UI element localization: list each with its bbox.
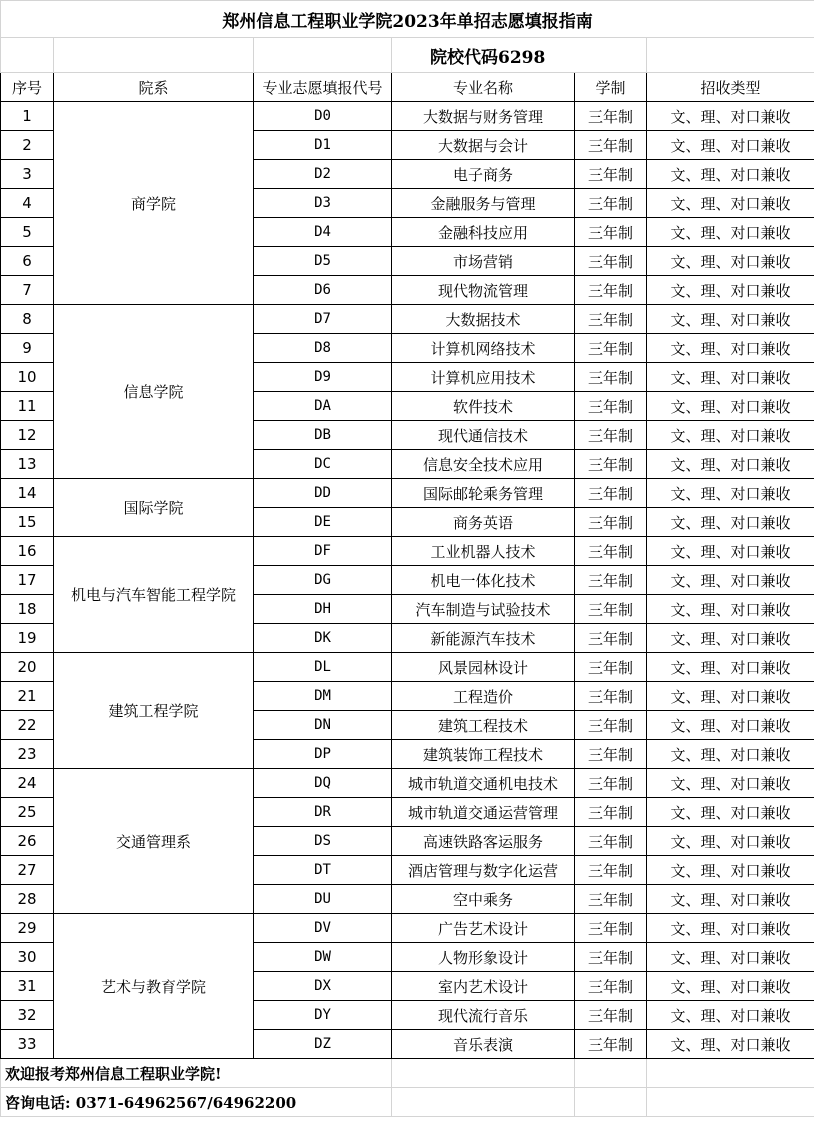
row-index: 32 xyxy=(1,1001,54,1030)
major-code: DZ xyxy=(254,1030,392,1059)
major-name: 城市轨道交通机电技术 xyxy=(392,769,575,798)
major-code: DH xyxy=(254,595,392,624)
row-index: 19 xyxy=(1,624,54,653)
program-duration: 三年制 xyxy=(575,914,647,943)
major-name: 电子商务 xyxy=(392,160,575,189)
row-index: 8 xyxy=(1,305,54,334)
row-index: 14 xyxy=(1,479,54,508)
major-name: 大数据与会计 xyxy=(392,131,575,160)
major-code: DK xyxy=(254,624,392,653)
major-name: 风景园林设计 xyxy=(392,653,575,682)
major-name: 广告艺术设计 xyxy=(392,914,575,943)
program-duration: 三年制 xyxy=(575,247,647,276)
admission-type: 文、理、对口兼收 xyxy=(647,740,814,769)
admission-type: 文、理、对口兼收 xyxy=(647,856,814,885)
major-name: 市场营销 xyxy=(392,247,575,276)
major-name: 商务英语 xyxy=(392,508,575,537)
admission-type: 文、理、对口兼收 xyxy=(647,218,814,247)
major-code: DQ xyxy=(254,769,392,798)
major-code: D6 xyxy=(254,276,392,305)
admission-type: 文、理、对口兼收 xyxy=(647,595,814,624)
row-index: 7 xyxy=(1,276,54,305)
admission-type: 文、理、对口兼收 xyxy=(647,624,814,653)
table-row xyxy=(1,479,814,508)
row-index: 6 xyxy=(1,247,54,276)
row-index: 20 xyxy=(1,653,54,682)
major-code: DW xyxy=(254,943,392,972)
admission-type: 文、理、对口兼收 xyxy=(647,508,814,537)
program-duration: 三年制 xyxy=(575,653,647,682)
header-index: 序号 xyxy=(1,73,54,102)
major-code: D4 xyxy=(254,218,392,247)
row-index: 3 xyxy=(1,160,54,189)
footer-row xyxy=(1,1088,814,1117)
department-name: 艺术与教育学院 xyxy=(54,914,254,1059)
row-index: 1 xyxy=(1,102,54,131)
program-duration: 三年制 xyxy=(575,305,647,334)
admission-type: 文、理、对口兼收 xyxy=(647,972,814,1001)
title-row xyxy=(1,1,814,38)
major-name: 金融科技应用 xyxy=(392,218,575,247)
row-index: 12 xyxy=(1,421,54,450)
major-name: 金融服务与管理 xyxy=(392,189,575,218)
admission-type: 文、理、对口兼收 xyxy=(647,769,814,798)
program-duration: 三年制 xyxy=(575,827,647,856)
table-row xyxy=(1,102,814,131)
admission-type: 文、理、对口兼收 xyxy=(647,392,814,421)
program-duration: 三年制 xyxy=(575,624,647,653)
major-code: DR xyxy=(254,798,392,827)
major-name: 音乐表演 xyxy=(392,1030,575,1059)
admission-type: 文、理、对口兼收 xyxy=(647,885,814,914)
admission-type: 文、理、对口兼收 xyxy=(647,943,814,972)
major-code: DG xyxy=(254,566,392,595)
header-major-name: 专业名称 xyxy=(392,73,575,102)
row-index: 10 xyxy=(1,363,54,392)
school-code: 院校代码6298 xyxy=(392,38,647,73)
major-code: D9 xyxy=(254,363,392,392)
major-name: 工业机器人技术 xyxy=(392,537,575,566)
header-admission-type: 招收类型 xyxy=(647,73,814,102)
admission-type: 文、理、对口兼收 xyxy=(647,914,814,943)
admission-type: 文、理、对口兼收 xyxy=(647,334,814,363)
major-name: 大数据与财务管理 xyxy=(392,102,575,131)
major-code: D5 xyxy=(254,247,392,276)
admission-type: 文、理、对口兼收 xyxy=(647,682,814,711)
program-duration: 三年制 xyxy=(575,595,647,624)
major-name: 机电一体化技术 xyxy=(392,566,575,595)
admission-type: 文、理、对口兼收 xyxy=(647,276,814,305)
department-name: 建筑工程学院 xyxy=(54,653,254,769)
table-row xyxy=(1,653,814,682)
program-duration: 三年制 xyxy=(575,421,647,450)
row-index: 15 xyxy=(1,508,54,537)
row-index: 21 xyxy=(1,682,54,711)
major-code: DV xyxy=(254,914,392,943)
program-duration: 三年制 xyxy=(575,392,647,421)
program-duration: 三年制 xyxy=(575,885,647,914)
header-department: 院系 xyxy=(54,73,254,102)
row-index: 18 xyxy=(1,595,54,624)
program-duration: 三年制 xyxy=(575,1030,647,1059)
department-name: 商学院 xyxy=(54,102,254,305)
major-name: 计算机网络技术 xyxy=(392,334,575,363)
major-name: 软件技术 xyxy=(392,392,575,421)
major-code: DB xyxy=(254,421,392,450)
header-major-code: 专业志愿填报代号 xyxy=(254,73,392,102)
admission-type: 文、理、对口兼收 xyxy=(647,566,814,595)
program-duration: 三年制 xyxy=(575,131,647,160)
row-index: 11 xyxy=(1,392,54,421)
admission-type: 文、理、对口兼收 xyxy=(647,798,814,827)
department-name: 交通管理系 xyxy=(54,769,254,914)
footer-phone: 咨询电话: 0371-64962567/64962200 xyxy=(1,1088,392,1117)
major-code: DD xyxy=(254,479,392,508)
program-duration: 三年制 xyxy=(575,334,647,363)
major-name: 空中乘务 xyxy=(392,885,575,914)
program-duration: 三年制 xyxy=(575,537,647,566)
major-code: DS xyxy=(254,827,392,856)
row-index: 29 xyxy=(1,914,54,943)
major-code: DY xyxy=(254,1001,392,1030)
guide-table-body xyxy=(1,1,814,1117)
department-name: 国际学院 xyxy=(54,479,254,537)
row-index: 27 xyxy=(1,856,54,885)
row-index: 9 xyxy=(1,334,54,363)
major-name: 工程造价 xyxy=(392,682,575,711)
major-code: D8 xyxy=(254,334,392,363)
major-code: D1 xyxy=(254,131,392,160)
admission-type: 文、理、对口兼收 xyxy=(647,653,814,682)
major-name: 大数据技术 xyxy=(392,305,575,334)
table-row xyxy=(1,914,814,943)
major-name: 城市轨道交通运营管理 xyxy=(392,798,575,827)
admission-type: 文、理、对口兼收 xyxy=(647,711,814,740)
row-index: 2 xyxy=(1,131,54,160)
row-index: 26 xyxy=(1,827,54,856)
major-name: 室内艺术设计 xyxy=(392,972,575,1001)
program-duration: 三年制 xyxy=(575,798,647,827)
program-duration: 三年制 xyxy=(575,102,647,131)
table-row xyxy=(1,305,814,334)
major-name: 汽车制造与试验技术 xyxy=(392,595,575,624)
row-index: 28 xyxy=(1,885,54,914)
program-duration: 三年制 xyxy=(575,1001,647,1030)
footer-row xyxy=(1,1059,814,1088)
major-name: 国际邮轮乘务管理 xyxy=(392,479,575,508)
row-index: 22 xyxy=(1,711,54,740)
row-index: 17 xyxy=(1,566,54,595)
major-code: DE xyxy=(254,508,392,537)
admission-type: 文、理、对口兼收 xyxy=(647,1030,814,1059)
program-duration: 三年制 xyxy=(575,769,647,798)
program-duration: 三年制 xyxy=(575,218,647,247)
major-code: D0 xyxy=(254,102,392,131)
row-index: 16 xyxy=(1,537,54,566)
program-duration: 三年制 xyxy=(575,160,647,189)
header-duration: 学制 xyxy=(575,73,647,102)
major-name: 信息安全技术应用 xyxy=(392,450,575,479)
major-code: D7 xyxy=(254,305,392,334)
admission-type: 文、理、对口兼收 xyxy=(647,247,814,276)
row-index: 24 xyxy=(1,769,54,798)
school-code-row xyxy=(1,38,814,73)
footer-welcome: 欢迎报考郑州信息工程职业学院! xyxy=(1,1059,392,1088)
major-code: DX xyxy=(254,972,392,1001)
row-index: 30 xyxy=(1,943,54,972)
row-index: 13 xyxy=(1,450,54,479)
program-duration: 三年制 xyxy=(575,450,647,479)
major-code: DT xyxy=(254,856,392,885)
admission-type: 文、理、对口兼收 xyxy=(647,189,814,218)
program-duration: 三年制 xyxy=(575,943,647,972)
admission-type: 文、理、对口兼收 xyxy=(647,102,814,131)
admission-type: 文、理、对口兼收 xyxy=(647,131,814,160)
row-index: 31 xyxy=(1,972,54,1001)
row-index: 4 xyxy=(1,189,54,218)
major-name: 建筑装饰工程技术 xyxy=(392,740,575,769)
program-duration: 三年制 xyxy=(575,856,647,885)
admission-type: 文、理、对口兼收 xyxy=(647,450,814,479)
program-duration: 三年制 xyxy=(575,711,647,740)
row-index: 5 xyxy=(1,218,54,247)
major-code: D3 xyxy=(254,189,392,218)
major-code: D2 xyxy=(254,160,392,189)
admission-type: 文、理、对口兼收 xyxy=(647,1001,814,1030)
admission-type: 文、理、对口兼收 xyxy=(647,827,814,856)
major-code: DN xyxy=(254,711,392,740)
admission-type: 文、理、对口兼收 xyxy=(647,421,814,450)
admission-type: 文、理、对口兼收 xyxy=(647,305,814,334)
program-duration: 三年制 xyxy=(575,363,647,392)
major-name: 高速铁路客运服务 xyxy=(392,827,575,856)
table-row xyxy=(1,537,814,566)
admission-type: 文、理、对口兼收 xyxy=(647,363,814,392)
major-name: 人物形象设计 xyxy=(392,943,575,972)
row-index: 25 xyxy=(1,798,54,827)
admission-type: 文、理、对口兼收 xyxy=(647,160,814,189)
major-code: DA xyxy=(254,392,392,421)
program-duration: 三年制 xyxy=(575,276,647,305)
department-name: 机电与汽车智能工程学院 xyxy=(54,537,254,653)
header-row xyxy=(1,73,814,102)
department-name: 信息学院 xyxy=(54,305,254,479)
major-code: DU xyxy=(254,885,392,914)
page-title: 郑州信息工程职业学院2023年单招志愿填报指南 xyxy=(1,1,814,38)
program-duration: 三年制 xyxy=(575,566,647,595)
major-code: DL xyxy=(254,653,392,682)
row-index: 23 xyxy=(1,740,54,769)
admission-type: 文、理、对口兼收 xyxy=(647,537,814,566)
major-code: DC xyxy=(254,450,392,479)
program-duration: 三年制 xyxy=(575,682,647,711)
program-duration: 三年制 xyxy=(575,508,647,537)
major-name: 现代通信技术 xyxy=(392,421,575,450)
program-duration: 三年制 xyxy=(575,479,647,508)
major-code: DP xyxy=(254,740,392,769)
row-index: 33 xyxy=(1,1030,54,1059)
major-code: DF xyxy=(254,537,392,566)
table-row xyxy=(1,769,814,798)
major-name: 建筑工程技术 xyxy=(392,711,575,740)
major-name: 现代流行音乐 xyxy=(392,1001,575,1030)
admission-type: 文、理、对口兼收 xyxy=(647,479,814,508)
major-name: 计算机应用技术 xyxy=(392,363,575,392)
program-duration: 三年制 xyxy=(575,740,647,769)
major-name: 新能源汽车技术 xyxy=(392,624,575,653)
program-duration: 三年制 xyxy=(575,189,647,218)
major-name: 酒店管理与数字化运营 xyxy=(392,856,575,885)
major-name: 现代物流管理 xyxy=(392,276,575,305)
program-duration: 三年制 xyxy=(575,972,647,1001)
major-code: DM xyxy=(254,682,392,711)
